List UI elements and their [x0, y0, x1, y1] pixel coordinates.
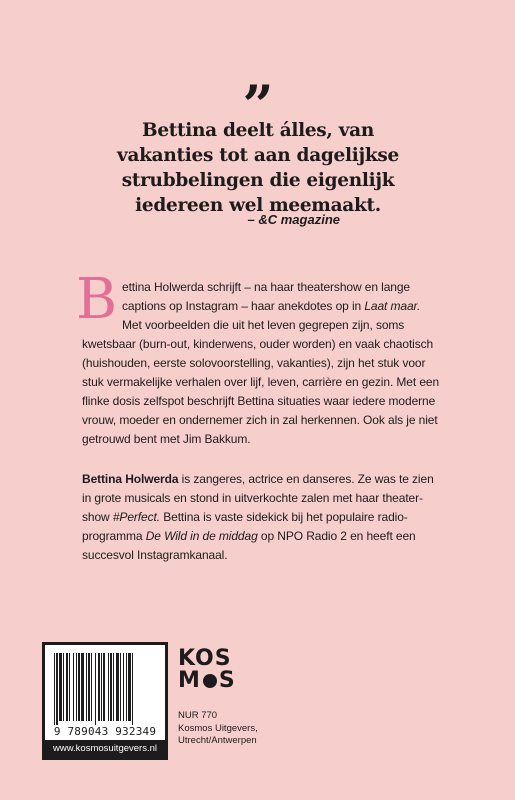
intro-line: kwetsbaar (burn-out, kinderwens, ouder worden) en vaak chaotisch: [82, 337, 434, 351]
pull-quote: [80, 118, 436, 218]
logo-row: [178, 670, 242, 692]
barcode-icon: [54, 653, 156, 725]
bio-line: [82, 470, 442, 489]
publisher-city: Utrecht/Antwerpen: [178, 735, 257, 746]
nur-code: NUR 770: [178, 710, 218, 721]
radio-show-title: De Wild in de middag: [145, 529, 258, 543]
bio-text: programma: [82, 529, 146, 543]
logo-letter: M: [178, 668, 201, 693]
intro-paragraph: [82, 278, 442, 449]
logo-letter: S: [218, 668, 236, 693]
book-title: Laat maar.: [364, 299, 421, 313]
intro-line: stuk vermakelijke verhalen over lijf, leven, carrière en gezin. Met een: [82, 375, 440, 389]
bio-text: op NPO Radio 2 en heeft een: [257, 529, 416, 543]
show-title: #Perfect.: [112, 510, 160, 524]
intro-line: vrouw, moeder en ondernemer zich in zal herkennen. Ook als je niet: [82, 413, 438, 427]
isbn-number: 9 789043 932349: [53, 725, 157, 738]
intro-line: (huishouden, eerste solovoorstelling, vakanties), zijn het stuk voor: [82, 356, 426, 370]
bio-text: Bettina is vaste sidekick bij het populaire radio-: [159, 510, 408, 524]
intro-line: flinke dosis zelfspot beschrijft Bettina situaties waar iedere moderne: [82, 394, 436, 408]
quote-attribution: – &C magazine: [247, 212, 340, 227]
author-name: Bettina Holwerda: [82, 472, 179, 486]
quote-mark: ”: [242, 73, 274, 137]
intro-line: [82, 297, 442, 316]
quote-line: strubbelingen die eigenlijk: [121, 170, 395, 191]
bio-text: is zangeres, actrice en danseres. Ze was te zien: [178, 472, 434, 486]
bio-line: in grote musicals en stond in uitverkochte zalen met haar theater-: [82, 491, 423, 505]
bio-line: [82, 527, 442, 546]
intro-line: getrouwd bent met Jim Bakkum.: [82, 432, 251, 446]
logo-row: KOS: [178, 646, 232, 671]
publisher-website: www.kosmosuitgevers.nl: [45, 740, 165, 757]
publisher-name: Kosmos Uitgevers,: [178, 722, 258, 734]
barcode-box: [42, 642, 168, 760]
intro-line: Met voorbeelden die uit het leven gegrepen zijn, soms: [122, 318, 405, 332]
quote-line: Bettina deelt álles, van: [142, 120, 374, 141]
intro-text: captions op Instagram – haar anekdotes op in: [122, 299, 365, 313]
quote-line: iedereen wel meemaakt.: [135, 195, 381, 216]
author-bio: [82, 470, 442, 565]
bio-line: succesvol Instagramkanaal.: [82, 548, 228, 562]
logo-dot-icon: [203, 674, 217, 688]
imprint: [178, 710, 298, 748]
bio-text: show: [82, 510, 113, 524]
kosmos-logo: [178, 648, 242, 692]
drop-cap: B: [76, 267, 118, 332]
intro-line: ettina Holwerda schrijft – na haar theatershow en lange: [122, 280, 411, 294]
bio-line: [82, 508, 442, 527]
quote-line: vakanties tot aan dagelijkse: [117, 145, 399, 166]
